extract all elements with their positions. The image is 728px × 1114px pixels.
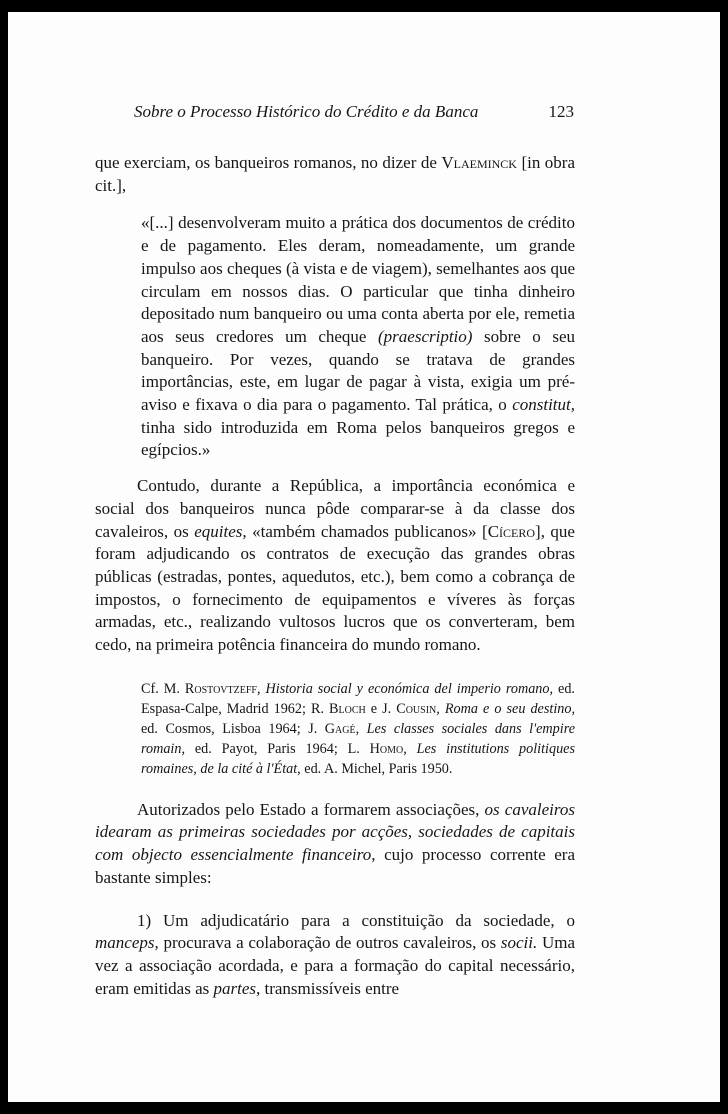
reference-text: ed. Espasa-Calpe, Madrid 1962; R. <box>141 680 575 717</box>
book-page <box>8 12 720 1102</box>
intro-text: [in obra cit.], <box>95 153 575 195</box>
running-header <box>134 100 574 124</box>
quote-text: tinha sido introduzida em Roma pelos banqueiros gregos e egípcios.» <box>141 417 575 460</box>
paragraph-text: Autorizados pelo Estado a formarem associações, <box>137 799 485 819</box>
paragraph-italic: socii. <box>500 933 538 953</box>
paragraph-italic: partes, <box>213 978 261 998</box>
author-name: Rostovtzeff, <box>184 680 261 697</box>
reference-title: Roma e o seu destino, <box>439 700 575 717</box>
reference-text: Cf. M. <box>141 680 185 697</box>
author-name: Vlaeminck <box>441 153 517 172</box>
references-block <box>141 679 575 779</box>
quote-italic: constitut, <box>512 395 575 415</box>
author-name: Gagé, <box>324 720 360 737</box>
author-name: Bloch <box>329 700 366 717</box>
paragraph-text: 1) Um adjudicatário para a constituição da sociedade, o <box>137 910 575 930</box>
paragraph-text: procurava a colaboração de outros cavaleiros, os <box>158 933 501 953</box>
reference-text: ed. Cosmos, Lisboa 1964; J. <box>141 720 325 737</box>
quote-text: sobre o seu banqueiro. Por vezes, quando se tratava de grandes importâncias, este, em lugar de pagar à vista, exigia um pré-aviso e fixava o dia para o pagamento. Tal prática, o <box>141 326 575 415</box>
reference-title: Les institutions politiques romaines, de la cité à l'État, <box>141 740 575 777</box>
paragraph-italic: manceps, <box>95 933 159 953</box>
paragraph-associations <box>95 799 575 890</box>
reference-text: e J. <box>365 700 397 717</box>
paragraph-text: «também chamados publicanos» [ <box>246 521 488 541</box>
quote-text: «[...] desenvolveram muito a prática dos documentos de crédito e de pagamento. Eles deram, nomeadamente, um grande impulso aos cheques (à vista e de viagem), semelhantes aos que circulam em nossos dias. O particular que tinha dinheiro depositado num banqueiro ou uma conta aberta por ele, remetia aos seus credores um cheque <box>141 213 575 346</box>
paragraph-text: cujo processo corrente era bastante simples: <box>95 845 575 887</box>
reference-text: ed. Payot, Paris 1964; L. <box>185 740 370 757</box>
paragraph-text: Contudo, durante a República, a importância económica e social dos banqueiros nunca pôde comparar-se à da classe dos cavaleiros, os <box>95 476 575 541</box>
paragraph-italic: os cavaleiros idearam as primeiras sociedades por acções, sociedades de capitais com objecto essencialmente financeiro, <box>95 799 575 865</box>
block-quote <box>141 212 575 462</box>
reference-title: Les classes sociales dans l'empire romain, <box>141 720 575 757</box>
paragraph-republic <box>95 475 575 657</box>
paragraph-text: Uma vez a associação acordada, e para a formação do capital necessário, eram emitidas as <box>95 933 575 998</box>
paragraph-italic: equites, <box>194 521 247 541</box>
quote-italic: (praescriptio) <box>378 326 473 346</box>
paragraph-text: ], que foram adjudicando os contratos de execução das grandes obras públicas (estradas, pontes, aquedutos, etc.), bem como a cobrança de impostos, o fornecimento de equipamentos e víveres às forças armadas, etc., realizando vultosos lucros que os converteram, bem cedo, na primeira potência financeira do mundo romano. <box>95 521 575 655</box>
author-name: Homo, <box>369 740 407 757</box>
reference-text: ed. A. Michel, Paris 1950. <box>300 760 453 777</box>
author-name: Cícero <box>487 521 536 541</box>
running-title: Sobre o Processo Histórico do Crédito e da Banca <box>134 102 479 121</box>
page-number: 123 <box>548 102 574 121</box>
author-name: Cousin, <box>396 700 440 717</box>
page-body <box>95 152 575 1000</box>
list-item-1 <box>95 910 575 1001</box>
paragraph-text: transmissíveis entre <box>260 978 400 998</box>
intro-text: que exerciam, os banqueiros romanos, no dizer de <box>95 153 442 172</box>
reference-title: Historia social y económica del imperio romano, <box>260 680 554 697</box>
intro-paragraph <box>95 152 575 197</box>
